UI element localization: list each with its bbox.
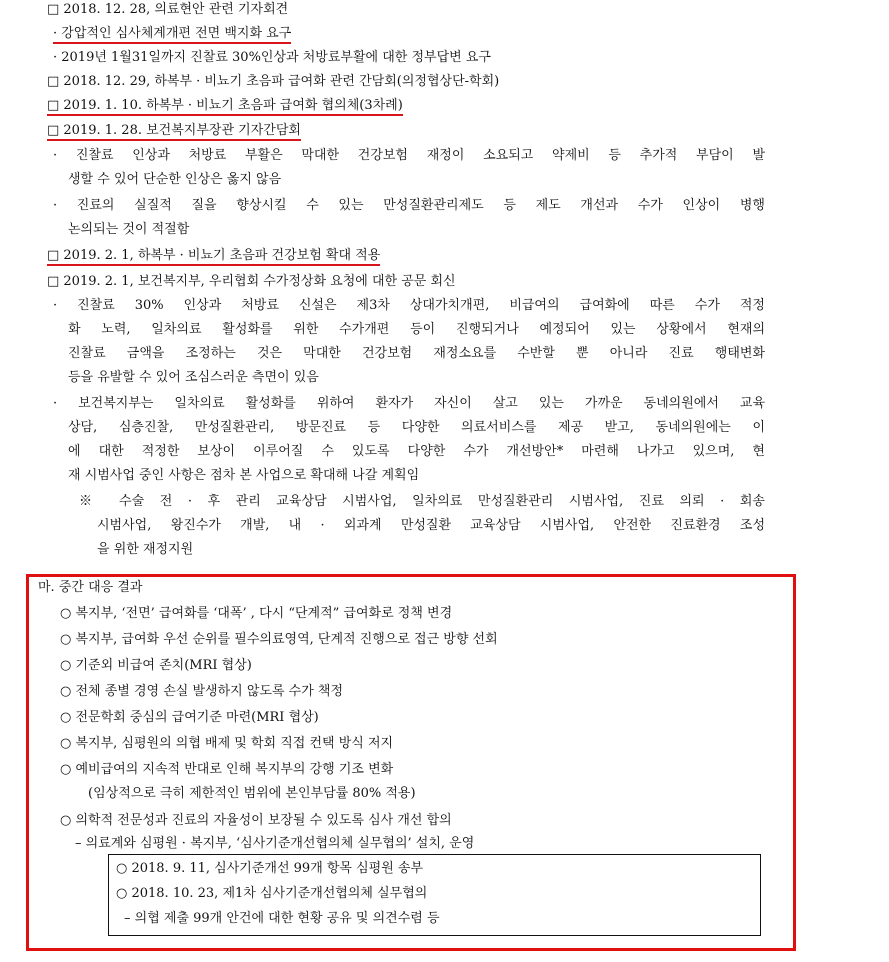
box-item: ○ 2018. 9. 11, 심사기준개선 99개 항목 심평원 송부 [116,861,424,876]
continuation-line: 진찰료 금액을 조정하는 것은 막대한 건강보험 재정소요를 수반할 뿐 아니라 진료 행태변화 [68,346,765,361]
section-heading: □ 2019. 2. 1, 보건복지부, 우리협회 수가정상화 요청에 대한 공문 회신 [47,274,456,289]
continuation-line: 에 대한 적정한 보상이 이루어질 수 있도록 다양한 수가 개선방안* 마련해 나가고 있으며, 현 [68,444,765,459]
underlined-text: □ 2019. 1. 10. 하복부 · 비뇨기 초음파 급여화 협의체(3차례) [47,98,403,116]
result-subitem: – 의료계와 심평원 · 복지부, ‘심사기준개선협의체 실무협의’ 설치, 운영 [75,836,475,851]
subsection-title: 마. 중간 대응 결과 [38,580,143,595]
result-item: ○ 예비급여의 지속적 반대로 인해 복지부의 강행 기조 변화 [60,762,394,777]
section-heading: □ 2018. 12. 29, 하복부 · 비뇨기 초음파 급여화 관련 간담회(의정협상단-학회) [47,74,500,89]
underlined-text: □ 2019. 1. 28. 보건복지부장관 기자간담회 [47,123,301,141]
continuation-line: 재 시범사업 중인 사항은 점차 본 사업으로 확대해 나갈 계획임 [68,468,420,483]
continuation-line: 등을 유발할 수 있어 조심스러운 측면이 있음 [68,370,319,385]
result-item: ○ 의학적 전문성과 진료의 자율성이 보장될 수 있도록 심사 개선 합의 [60,813,452,828]
result-item: ○ 전문학회 중심의 급여기준 마련(MRI 협상) [60,710,319,725]
result-item: ○ 복지부, ‘전면’ 급여화를 ‘대폭’ , 다시 “단계적” 급여화로 정책 변경 [60,606,453,621]
section-heading [47,96,403,116]
continuation-line: 화 노력, 일차의료 활성화를 위한 수가개편 등이 진행되거나 예정되어 있는 상황에서 현재의 [68,322,765,337]
underlined-text: □ 2019. 2. 1, 하복부 · 비뇨기 초음파 건강보험 확대 적용 [47,248,380,266]
note-continuation: 을 위한 재정지원 [97,542,194,557]
continuation-line: 논의되는 것이 적절함 [68,222,190,237]
continuation-line: 상담, 심층진찰, 만성질환관리, 방문진료 등 다양한 의료서비스를 제공 받고, 동네의원에는 이 [68,420,765,435]
bullet-item: · 2019년 1월31일까지 진찰료 30%인상과 처방료부활에 대한 정부답변 요구 [53,50,491,65]
bullet-item: · 진찰료 30% 인상과 처방료 신설은 제3차 상대가치개편, 비급여의 급여화에 따른 수가 적정 [53,298,765,313]
continuation-line: 생할 수 있어 단순한 인상은 옳지 않음 [68,172,282,187]
bullet-item: · 진찰료 인상과 처방료 부활은 막대한 건강보험 재정이 소요되고 약제비 등 추가적 부담이 발 [53,148,765,163]
note-item: ※ 수술 전 · 후 관리 교육상담 시범사업, 일차의료 만성질환관리 시범사업, 진료 의뢰 · 회송 [79,494,765,509]
bullet-item [53,24,291,44]
result-item: ○ 전체 종별 경영 손실 발생하지 않도록 수가 책정 [60,684,344,699]
box-item: ○ 2018. 10. 23, 제1차 심사기준개선협의체 실무협의 [116,886,428,901]
result-item: ○ 복지부, 심평원의 의협 배제 및 학회 직접 컨택 방식 저지 [60,736,394,751]
underlined-text: · 강압적인 심사체계개편 전면 백지화 요구 [53,26,291,44]
result-note: (임상적으로 극히 제한적인 범위에 본인부담률 80% 적용) [88,786,416,801]
box-subitem: – 의협 제출 99개 안건에 대한 현황 공유 및 의견수렴 등 [124,911,440,926]
note-continuation: 시범사업, 왕진수가 개발, 내 · 외과계 만성질환 교육상담 시범사업, 안전한 진료환경 조성 [97,518,765,533]
bullet-item: · 진료의 실질적 질을 향상시킬 수 있는 만성질환관리제도 등 제도 개선과 수가 인상이 병행 [53,198,765,213]
section-heading: □ 2018. 12. 28, 의료현안 관련 기자회견 [47,2,289,17]
section-heading [47,121,301,141]
result-item: ○ 복지부, 급여화 우선 순위를 필수의료영역, 단계적 진행으로 접근 방향 선회 [60,632,498,647]
section-heading [47,246,380,266]
bullet-item: · 보건복지부는 일차의료 활성화를 위하여 환자가 자신이 살고 있는 가까운 동네의원에서 교육 [53,396,765,411]
result-item: ○ 기준외 비급여 존치(MRI 협상) [60,658,252,673]
